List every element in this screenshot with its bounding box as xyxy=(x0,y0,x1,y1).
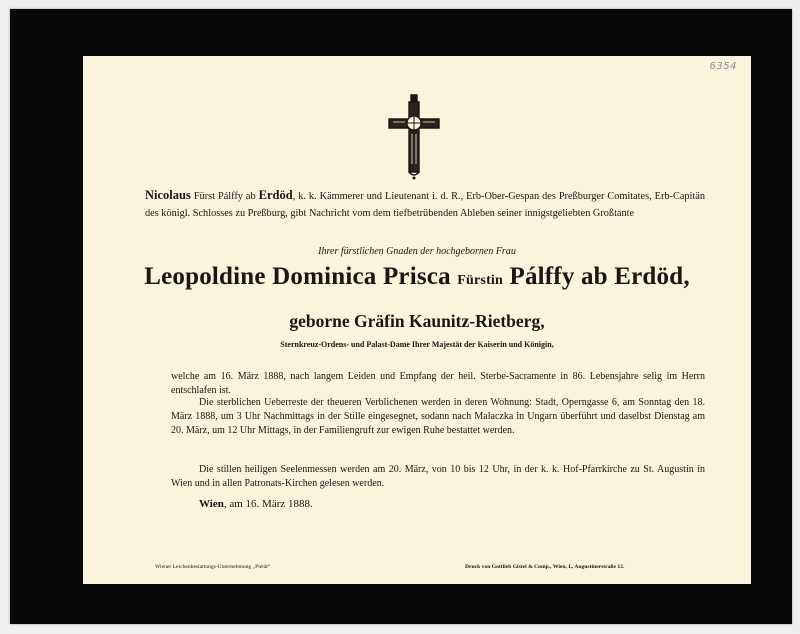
undertaker-imprint: Wiener Leichenbestattungs-Unternehmung „Pietät“ xyxy=(155,564,271,570)
deceased-name xyxy=(83,263,751,291)
cross-icon xyxy=(387,92,441,180)
announcer-house: Erdöd xyxy=(258,188,293,202)
intro-text: , k. k. Kämmerer und Lieutenant i. d. R., Erb-Ober-Gespan des Preßburger Comitates, Erb-Capitän des königl. Schlosses zu Preßburg, gibt Nachricht vom dem tiefbetrübenden Ableben seiner innigstgeliebten Großtante xyxy=(145,191,705,219)
place-date-line xyxy=(199,498,313,510)
deceased-family-name: Pálffy ab Erdöd, xyxy=(509,263,690,290)
paragraph-death: welche am 16. März 1888, nach langem Leiden und Empfang der heil. Sterbe-Sacramente in 86. Lebensjahre selig im Herrn entschlafen ist. xyxy=(171,371,705,396)
announcer-title: Fürst Pálffy ab xyxy=(193,191,256,202)
printer-imprint: Druck von Gottlieb Gistel & Comp., Wien, I., Augustinerstraße 12. xyxy=(465,564,625,570)
mourning-border xyxy=(10,9,792,624)
order-title: Sternkreuz-Ordens- und Palast-Dame Ihrer Majestät der Kaiserin und Königin, xyxy=(280,340,554,349)
deceased-given-names: Leopoldine Dominica Prisca xyxy=(144,263,451,290)
paragraph-masses: Die stillen heiligen Seelenmessen werden am 20. März, von 10 bis 12 Uhr, in der k. k. Hof-Pfarrkirche zu St. Augustin in Wien und in allen Patronats-Kirchen gelesen werden. xyxy=(171,464,705,489)
intro-paragraph xyxy=(145,187,705,222)
paragraph-funeral: Die sterblichen Ueberreste der theueren Verblichenen werden in deren Wohnung: Stadt, Operngasse 6, am Sonntag den 18. März 1888, um 3 Uhr Nachmittags in der Stille eingesegnet, sodann nach Malaczka in Ungarn überführt und daselbst Dienstag am 20. März, um 12 Uhr Mittags, in der Familiengruft zur ewigen Ruhe bestattet werden. xyxy=(171,397,705,436)
place: Wien xyxy=(199,498,224,510)
announcer-first-name: Nicolaus xyxy=(145,188,191,202)
date: , am 16. März 1888. xyxy=(223,498,313,510)
deceased-rank: Fürstin xyxy=(457,273,504,288)
maiden-name: geborne Gräfin Kaunitz-Rietberg, xyxy=(289,311,545,331)
handwritten-number: 6354 xyxy=(709,61,737,72)
death-notice-paper xyxy=(83,56,751,584)
deceased-honorific: Ihrer fürstlichen Gnaden der hochgebornen Frau xyxy=(318,246,516,257)
